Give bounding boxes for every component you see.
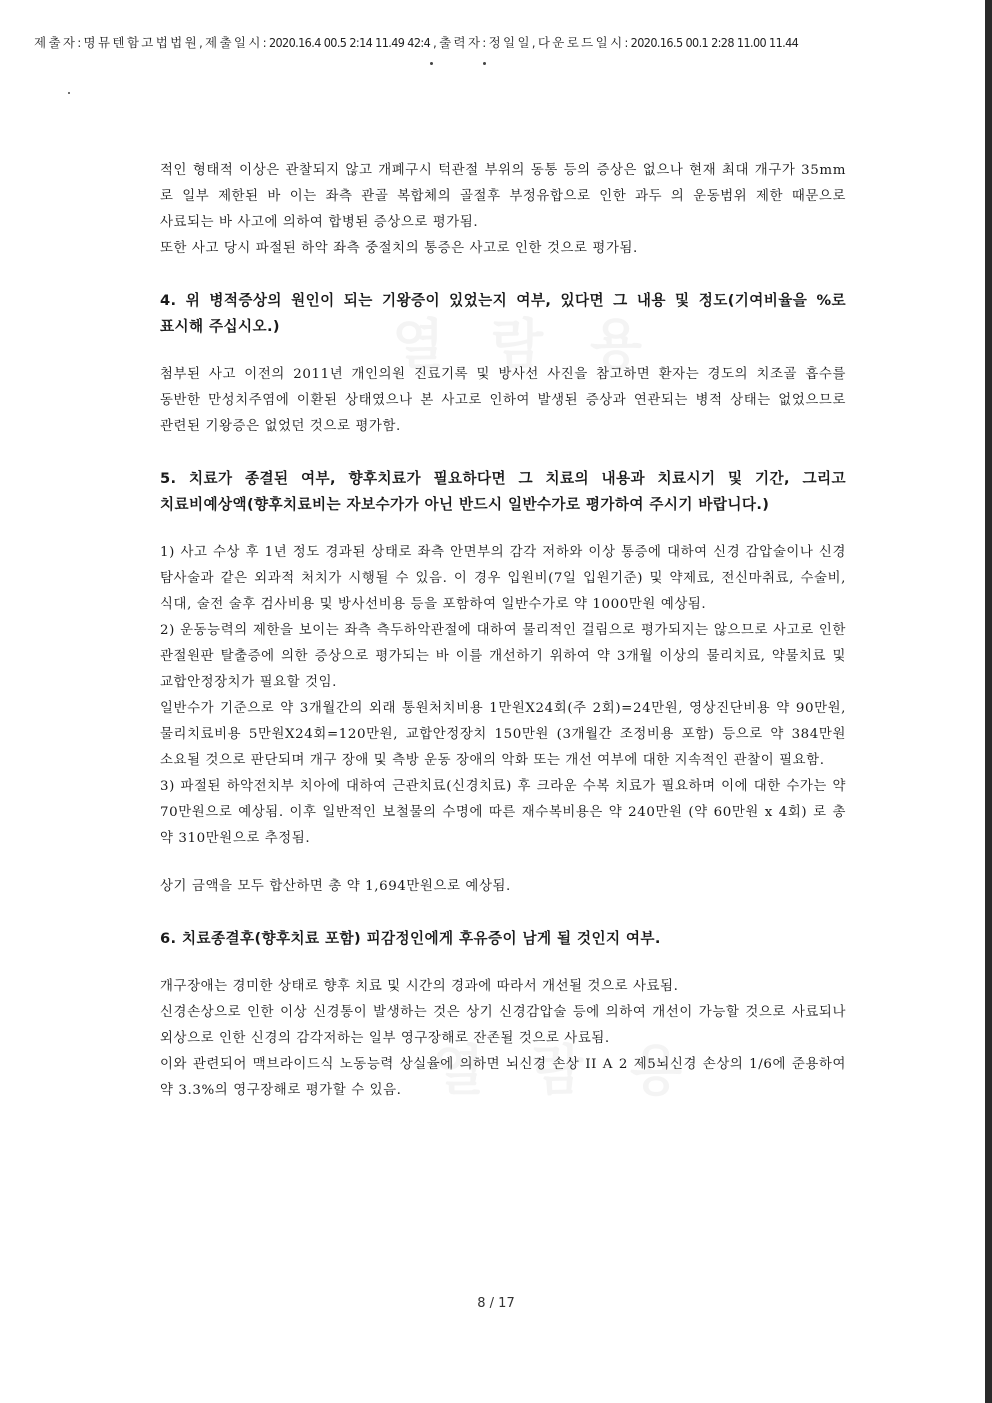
section-5-heading: 5. 치료가 종결된 여부, 향후치료가 필요하다면 그 치료의 내용과 치료시기 및 기간, 그리고 치료비예상액(향후치료비는 자보수가가 아닌 반드시 일반수가로 평가하여 주시기 바랍니다.) xyxy=(160,470,846,513)
scan-speck xyxy=(430,62,433,65)
section-5-total: 상기 금액을 모두 합산하면 총 약 1,694만원으로 예상됨. xyxy=(160,879,511,894)
document-body xyxy=(160,158,846,1104)
section-4-body: 첨부된 사고 이전의 2011년 개인의원 진료기록 및 방사선 사진을 참고하면 환자는 경도의 치조골 흡수를 동반한 만성치주염에 이환된 상태였으나 본 사고로 인하여 발생된 증상과 연관되는 병적 상태는 없었으므로 관련된 기왕증은 없었던 것으로 평가함. xyxy=(160,367,846,434)
section-4-heading: 4. 위 병적증상의 원인이 되는 기왕증이 있었는지 여부, 있다면 그 내용 및 정도(기여비율을 %로 표시해 주십시오.) xyxy=(160,292,846,335)
continued-paragraph-2: 또한 사고 당시 파절된 하악 좌측 중절치의 통증은 사고로 인한 것으로 평가됨. xyxy=(160,241,638,256)
section-6-paragraph-3: 이와 관련되어 맥브라이드식 노동능력 상실율에 의하면 뇌신경 손상 II A 2 제5뇌신경 손상의 1/6에 준용하여 약 3.3%의 영구장해로 평가할 수 있음. xyxy=(160,1057,846,1098)
scan-speck xyxy=(68,92,70,94)
page-number: 8 / 17 xyxy=(477,1296,515,1311)
submission-header: 제 출 자 : 명 뮤 텐 함 고 법 법 원 , 제 출 일 시 : 2020.16.4 00.5 2:14 11.49 42:4 , 출 력 자 : 정 일 일 , 다 운 로 드 일 시 : 2020.16.5 00.1 2:28 11.00 11.44 xyxy=(34,35,799,50)
section-6-paragraph-2: 신경손상으로 인한 이상 신경통이 발생하는 것은 상기 신경감압술 등에 의하여 개선이 가능할 것으로 사료되나 외상으로 인한 신경의 감각저하는 일부 영구장해로 잔존될 것으로 사료됨. xyxy=(160,1005,846,1046)
section-5-item-2: 2) 운동능력의 제한을 보이는 좌측 측두하악관절에 대하여 물리적인 걸림으로 평가되지는 않으므로 사고로 인한 관절원판 탈출증에 의한 증상으로 평가되는 바 이를 개선하기 위하여 약 3개월 이상의 물리치료, 약물치료 및 교합안정장치가 필요할 것임. xyxy=(160,623,846,690)
continued-paragraph: 적인 형태적 이상은 관찰되지 않고 개폐구시 턱관절 부위의 동통 등의 증상은 없으나 현재 최대 개구가 35mm 로 일부 제한된 바 이는 좌측 관골 복합체의 골절후 부정유합으로 인한 과두 의 운동범위 제한 때문으로 사료되는 바 사고에 의하여 합병된 증상으로 평가됨. xyxy=(160,163,846,230)
scan-speck xyxy=(483,62,486,65)
section-6-heading: 6. 치료종결후(향후치료 포함) 피감정인에게 후유증이 남게 될 것인지 여부. xyxy=(160,930,661,947)
section-5-item-1: 1) 사고 수상 후 1년 정도 경과된 상태로 좌측 안면부의 감각 저하와 이상 통증에 대하여 신경 감압술이나 신경 탐사술과 같은 외과적 처치가 시행될 수 있음. 이 경우 입원비(7일 입원기준) 및 약제료, 전신마취료, 수술비, 식대, 술전 술후 검사비용 및 방사선비용 등을 포함하여 일반수가로 약 1000만원 예상됨. xyxy=(160,545,846,612)
section-5-item-3: 3) 파절된 하악전치부 치아에 대하여 근관치료(신경치료) 후 크라운 수복 치료가 필요하며 이에 대한 수가는 약 70만원으로 예상됨. 이후 일반적인 보철물의 수명에 따른 재수복비용은 약 240만원 (약 60만원 x 4회) 로 총 약 310만원으로 추정됨. xyxy=(160,779,846,846)
scan-edge xyxy=(985,0,992,1403)
section-6-paragraph-1: 개구장애는 경미한 상태로 향후 치료 및 시간의 경과에 따라서 개선될 것으로 사료됨. xyxy=(160,979,679,994)
section-5-item-2-cost: 일반수가 기준으로 약 3개월간의 외래 통원처치비용 1만원X24회(주 2회)=24만원, 영상진단비용 약 90만원, 물리치료비용 5만원X24회=120만원, 교합안정장치 150만원 (3개월간 조정비용 포함) 등으로 약 384만원 소요될 것으로 판단되며 개구 장애 및 측방 운동 장애의 악화 또는 개선 여부에 대한 지속적인 관찰이 필요함. xyxy=(160,701,846,768)
